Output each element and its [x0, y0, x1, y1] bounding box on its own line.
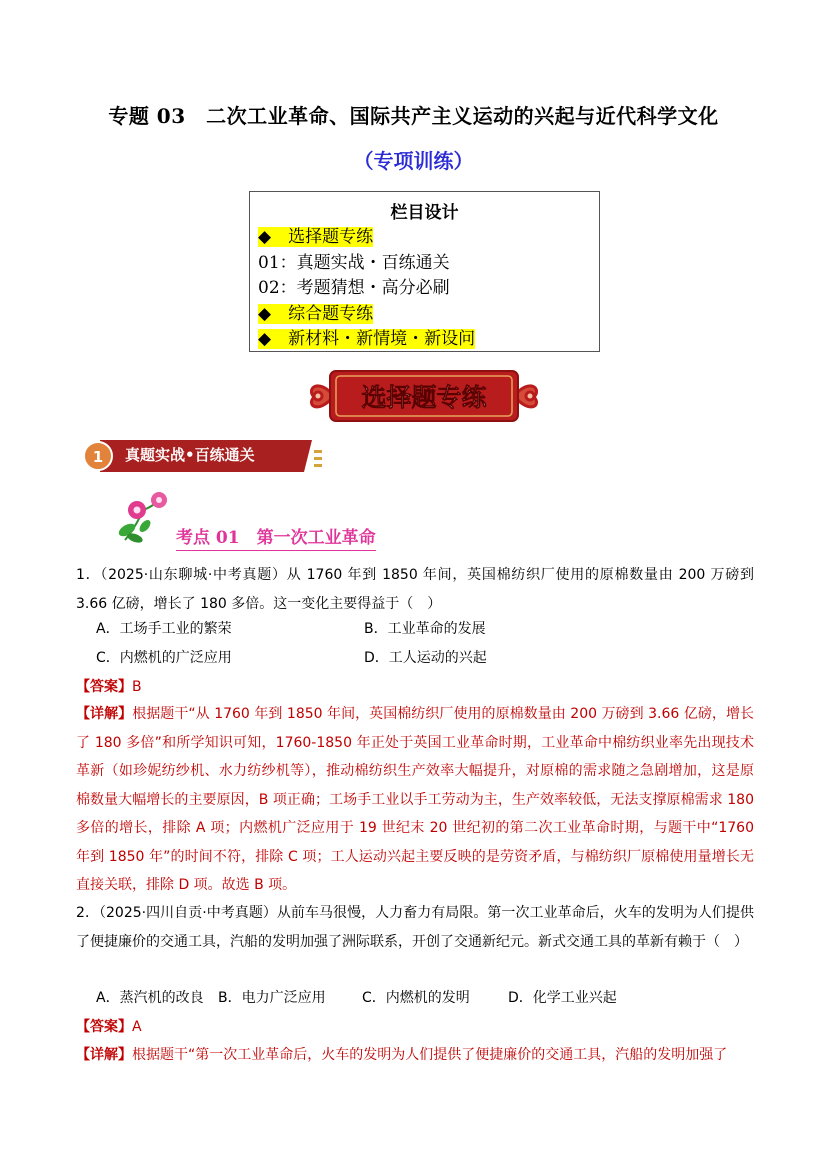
detail-tag: 【详解】 — [76, 706, 133, 722]
toc-item — [258, 225, 591, 251]
q2-detail — [76, 1041, 754, 1071]
answer-value: B — [132, 679, 142, 695]
toc-heading: 栏目设计 — [390, 203, 459, 223]
toc-item-label: ◆ 选择题专练 — [258, 227, 374, 247]
detail-text: 根据题干“第一次工业革命后，火车的发明为人们提供了便捷廉价的交通工具，汽船的发明加强了 — [132, 1047, 728, 1063]
q1-option-b: B．工业革命的发展 — [364, 621, 486, 637]
toc-item — [258, 276, 591, 302]
toc-item — [258, 327, 591, 353]
toc-item-label: ◆ 新材料・新情境・新设问 — [258, 329, 476, 349]
answer-tag: 【答案】 — [76, 679, 132, 695]
q1-detail — [76, 700, 754, 900]
toc-item-label: 02：考题猜想・高分必刷 — [258, 278, 450, 298]
topic-heading: 考点 01 第一次工业革命 — [176, 528, 376, 551]
toc-box — [249, 191, 600, 352]
toc-item — [258, 302, 591, 328]
toc-item-label: 01：真题实战・百练通关 — [258, 252, 450, 273]
q2-option-a: A．蒸汽机的改良 — [96, 990, 204, 1006]
q1-option-d: D．工人运动的兴起 — [364, 650, 487, 666]
flower-icon — [115, 490, 175, 545]
question-2-text: 2．（2025·四川自贡·中考真题）从前车马很慢，人力畜力有局限。第一次工业革命后，火车的发明为人们提供了便捷廉价的交通工具，汽船的发明加强了洲际联系，开创了交通新纪元。新式交通工具的革新有赖于（ ） — [76, 905, 754, 950]
section-label: 真题实战•百练通关 — [125, 446, 255, 464]
section-banner — [304, 367, 544, 425]
answer-value: A — [132, 1019, 142, 1035]
answer-tag: 【答案】 — [76, 1019, 132, 1035]
q1-answer — [76, 676, 142, 696]
page-subtitle: （专项训练） — [353, 149, 474, 173]
q2-option-c: C．内燃机的发明 — [362, 990, 470, 1006]
q2-answer — [76, 1016, 142, 1036]
section-number: 1 — [92, 448, 104, 466]
detail-text: 根据题干“从 1760 年到 1850 年间，英国棉纺织厂使用的原棉数量由 200 万磅到 3.66 亿磅，增长了 180 多倍”和所学知识可知，1760-1850 年正处于英国工业革命时期，工业革命中棉纺织业率先出现技术革新（如珍妮纺纱机、水力纺纱机等），推动棉纺织生产效率大幅提升，对原棉的需求随之急剧增加，这是原棉数量大幅增长的主要原因，B 项正确；工场手工业以手工劳动为主，生产效率较低，无法支撑原棉需求 180 多倍的增长，排除 A 项；内燃机广泛应用于 19 世纪末 20 世纪初的第二次工业革命时期，与题干中“1760 年到 1850 年”的时间不符，排除 C 项；工人运动兴起主要反映的是劳资矛盾，与棉纺织厂原棉使用量增长无直接关联，排除 D 项。故选 B 项。 — [76, 706, 754, 893]
q2-option-d: D．化学工业兴起 — [508, 990, 617, 1006]
q1-option-c: C．内燃机的广泛应用 — [96, 650, 232, 666]
toc-item-label: ◆ 综合题专练 — [258, 303, 374, 324]
question-1-text: 1．（2025·山东聊城·中考真题）从 1760 年到 1850 年间，英国棉纺织厂使用的原棉数量由 200 万磅到 3.66 亿磅，增长了 180 多倍。这一变化主要得益于（ ） — [76, 567, 754, 612]
banner-text: 选择题专练 — [361, 383, 487, 412]
q1-option-a: A．工场手工业的繁荣 — [96, 621, 232, 637]
toc-item — [258, 251, 591, 277]
page-title: 专题 03 二次工业革命、国际共产主义运动的兴起与近代科学文化 — [108, 104, 719, 128]
detail-tag: 【详解】 — [76, 1047, 132, 1063]
q2-option-b: B．电力广泛应用 — [218, 990, 326, 1006]
